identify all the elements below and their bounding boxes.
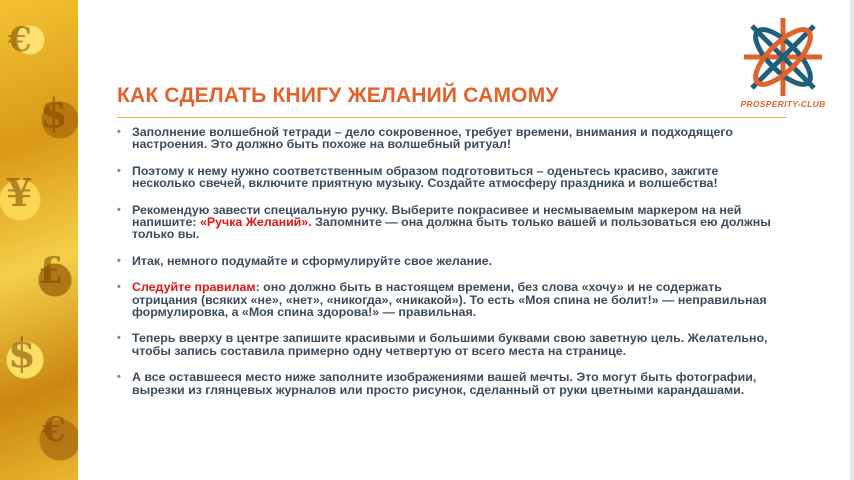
currency-symbol-decoration: €: [42, 410, 66, 450]
currency-symbol-decoration: ¥: [6, 170, 33, 215]
highlighted-phrase: «Ручка Желаний».: [199, 215, 312, 230]
bullet-text: Теперь вверху в центре запишите красивыми и большими буквами свою заветную цель. Желательно, чтобы запись составила примерно одну четвертую от всего места на странице.: [132, 331, 768, 358]
logo-emblem-icon: [738, 14, 828, 100]
currency-symbol-decoration: €: [8, 20, 32, 60]
title-divider: [117, 117, 787, 118]
decorative-gold-coins-strip: [0, 0, 78, 480]
currency-symbol-decoration: £: [38, 250, 64, 292]
bullet-item: [117, 281, 777, 318]
slide-title: КАК СДЕЛАТЬ КНИГУ ЖЕЛАНИЙ САМОМУ: [117, 84, 559, 107]
bullet-text: Поэтому к нему нужно соответственным образом подготовиться – оденьтесь красиво, зажгите несколько свечей, включите приятную музыку. Создайте атмосферу праздника и волшебства!: [132, 163, 719, 191]
bullet-item: [117, 126, 777, 151]
currency-symbol-decoration: $: [8, 330, 36, 377]
bullet-item: [117, 255, 777, 267]
slide-edge: [850, 0, 854, 480]
bullet-item: [117, 371, 777, 396]
bullet-item: [117, 332, 777, 357]
bullet-item: [117, 165, 777, 190]
bullet-list: [117, 126, 777, 410]
prosperity-club-logo: [738, 14, 828, 114]
highlighted-phrase: Следуйте правилам: [132, 280, 256, 295]
bullet-text: Запомните — она должна быть только вашей и пользоваться ею должны только вы.: [132, 215, 771, 242]
bullet-item: [117, 204, 777, 241]
bullet-text: А все оставшееся место ниже заполните изображениями вашей мечты. Это могут быть фотографии, вырезки из глянцевых журналов или просто рисунок, сделанный от руки цветными карандашами.: [132, 370, 757, 397]
bullet-text: : оно должно быть в настоящем времени, без слова «хочу» и не содержать отрицания (всяких «не», «нет», «никогда», «никакой»). То есть «Моя спина не болит!» — неправильная формулировка, а «Моя спина здорова!» — правильная.: [132, 280, 767, 320]
bullet-text: Заполнение волшебной тетради – дело сокровенное, требует времени, внимания и подходящего настроения. Это должно быть похоже на волшебный ритуал!: [132, 125, 733, 152]
logo-text: PROSPERITY-CLUB: [740, 99, 826, 109]
bullet-text: Рекомендую завести специальную ручку. Выберите покрасивее и несмываемым маркером на ней напишите:: [132, 202, 742, 230]
bullet-text: Итак, немного подумайте и сформулируйте свое желание.: [132, 253, 493, 268]
currency-symbol-decoration: $: [40, 90, 68, 137]
